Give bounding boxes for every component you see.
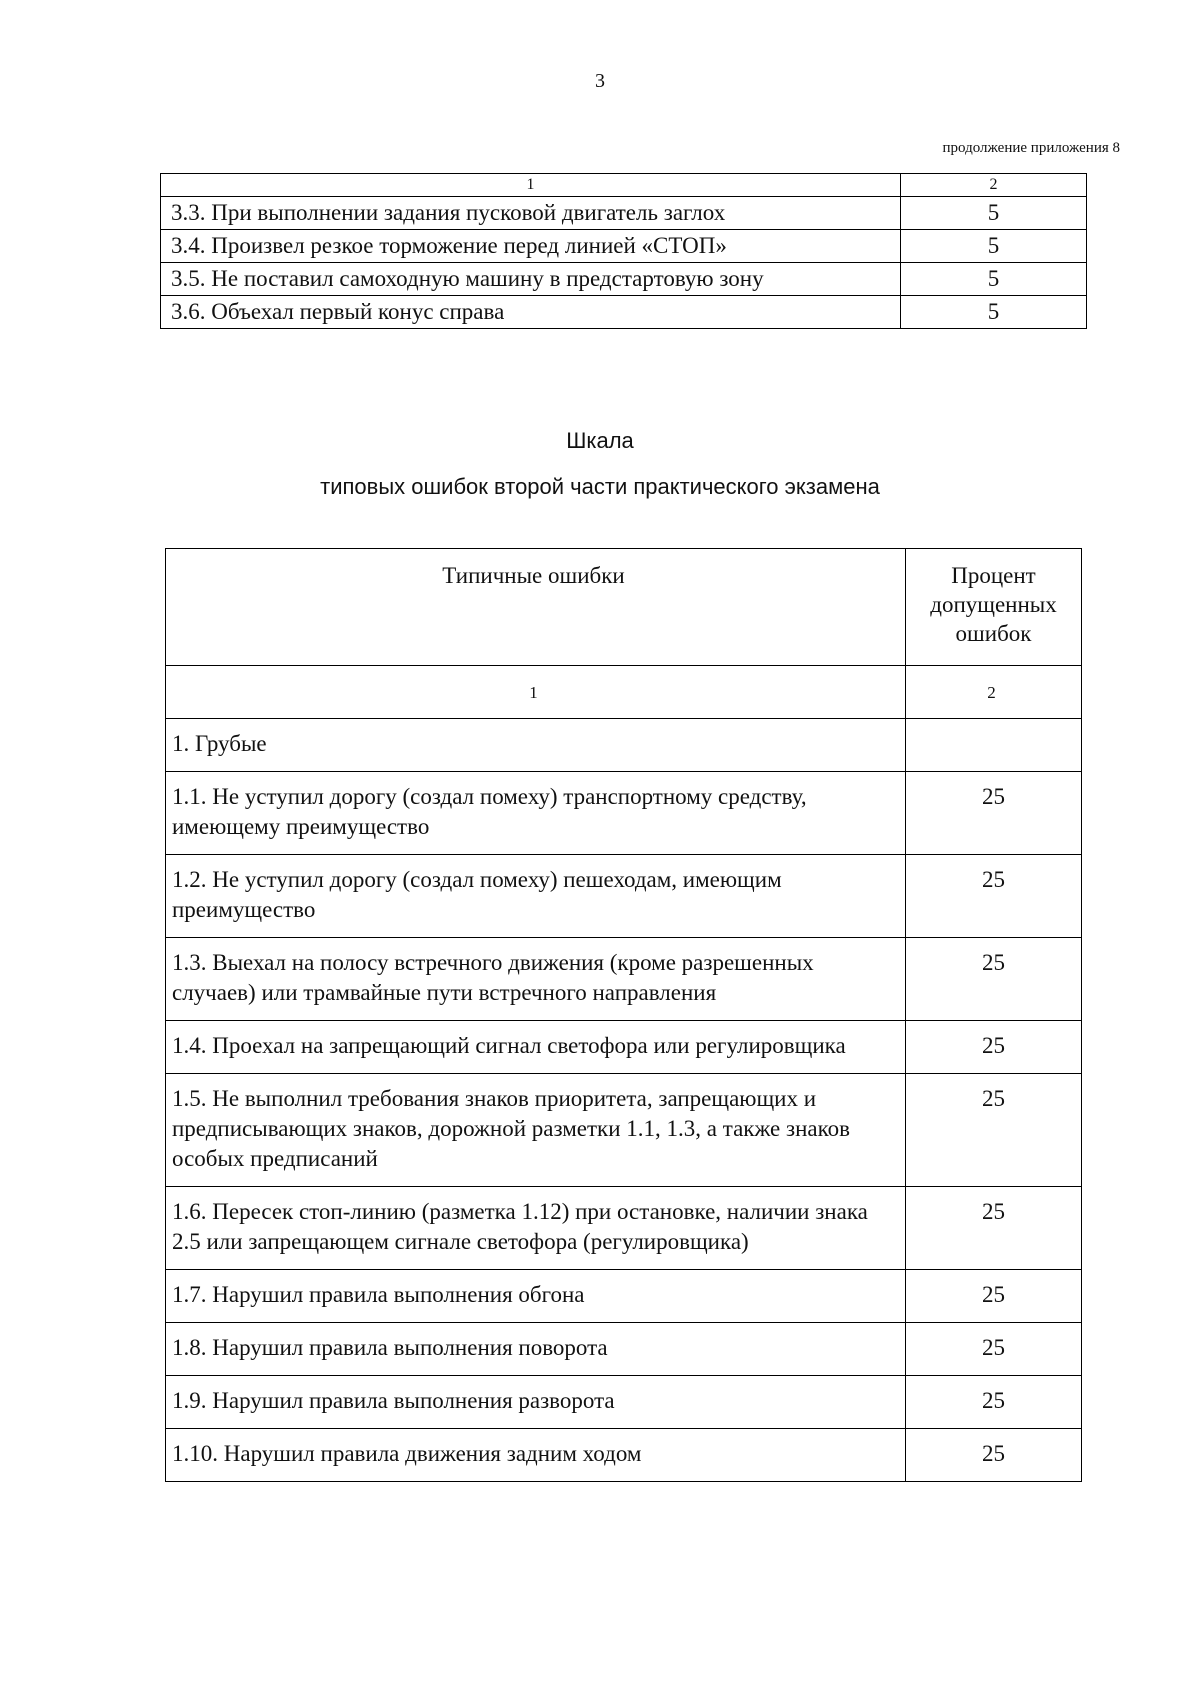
error-description: 1.1. Не уступил дорогу (создал помеху) транспортному средству, имеющему преимущество <box>166 772 906 855</box>
table-row <box>166 1429 1082 1482</box>
table-header-row <box>161 174 1087 197</box>
error-description: 3.5. Не поставил самоходную машину в предстартовую зону <box>161 263 901 296</box>
error-percent: 25 <box>906 1074 1082 1187</box>
column-number-2: 2 <box>906 666 1082 719</box>
table-row <box>161 230 1087 263</box>
error-percent: 25 <box>906 938 1082 1021</box>
error-percent: 25 <box>906 1021 1082 1074</box>
error-description: 1.8. Нарушил правила выполнения поворота <box>166 1323 906 1376</box>
table-row <box>166 938 1082 1021</box>
error-percent: 25 <box>906 772 1082 855</box>
table-row <box>161 263 1087 296</box>
error-description: 1.5. Не выполнил требования знаков приоритета, запрещающих и предписывающих знаков, дорожной разметки 1.1, 1.3, а также знаков особых предписаний <box>166 1074 906 1187</box>
error-points: 5 <box>901 197 1087 230</box>
column-number-1: 1 <box>161 174 901 197</box>
table-row <box>166 719 1082 772</box>
error-percent: 25 <box>906 1323 1082 1376</box>
error-description: 1.6. Пересек стоп-линию (разметка 1.12) при остановке, наличии знака 2.5 или запрещающем сигнале светофора (регулировщика) <box>166 1187 906 1270</box>
error-description: 1.4. Проехал на запрещающий сигнал светофора или регулировщика <box>166 1021 906 1074</box>
table-row <box>166 1074 1082 1187</box>
error-description: 1.10. Нарушил правила движения задним ходом <box>166 1429 906 1482</box>
table-row <box>161 296 1087 329</box>
error-percent: 25 <box>906 1270 1082 1323</box>
error-description: 3.6. Объехал первый конус справа <box>161 296 901 329</box>
error-description: 1.9. Нарушил правила выполнения разворота <box>166 1376 906 1429</box>
column-number-2: 2 <box>901 174 1087 197</box>
table-row <box>166 1021 1082 1074</box>
error-points: 5 <box>901 230 1087 263</box>
error-percent: 25 <box>906 1429 1082 1482</box>
error-percent: 25 <box>906 1187 1082 1270</box>
table-row <box>166 855 1082 938</box>
table-row <box>166 1187 1082 1270</box>
error-points: 5 <box>901 263 1087 296</box>
continuation-note: продолжение приложения 8 <box>942 140 1120 156</box>
table-row <box>166 1323 1082 1376</box>
scale-subtitle: типовых ошибок второй части практического экзамена <box>320 474 880 499</box>
table-row <box>166 772 1082 855</box>
error-percent: 25 <box>906 855 1082 938</box>
error-points: 5 <box>901 296 1087 329</box>
typical-errors-header: Типичные ошибки <box>166 549 906 666</box>
error-description: 1.7. Нарушил правила выполнения обгона <box>166 1270 906 1323</box>
table-row <box>161 197 1087 230</box>
column-numbers-row <box>166 666 1082 719</box>
error-description: 3.4. Произвел резкое торможение перед линией «СТОП» <box>161 230 901 263</box>
table-header-row <box>166 549 1082 666</box>
typical-errors-table <box>165 548 1082 1482</box>
column-number-1: 1 <box>166 666 906 719</box>
table-row <box>166 1270 1082 1323</box>
error-description: 1.2. Не уступил дорогу (создал помеху) пешеходам, имеющим преимущество <box>166 855 906 938</box>
page-number: 3 <box>595 70 605 92</box>
error-percent: 25 <box>906 1376 1082 1429</box>
scale-title: Шкала <box>566 428 634 453</box>
table-row <box>166 1376 1082 1429</box>
error-description: 3.3. При выполнении задания пусковой двигатель заглох <box>161 197 901 230</box>
section-heading: 1. Грубые <box>166 719 906 772</box>
percent-header: Процент допущенных ошибок <box>906 549 1082 666</box>
error-description: 1.3. Выехал на полосу встречного движения (кроме разрешенных случаев) или трамвайные пути встречного направления <box>166 938 906 1021</box>
continued-errors-table <box>160 173 1087 329</box>
error-percent <box>906 719 1082 772</box>
